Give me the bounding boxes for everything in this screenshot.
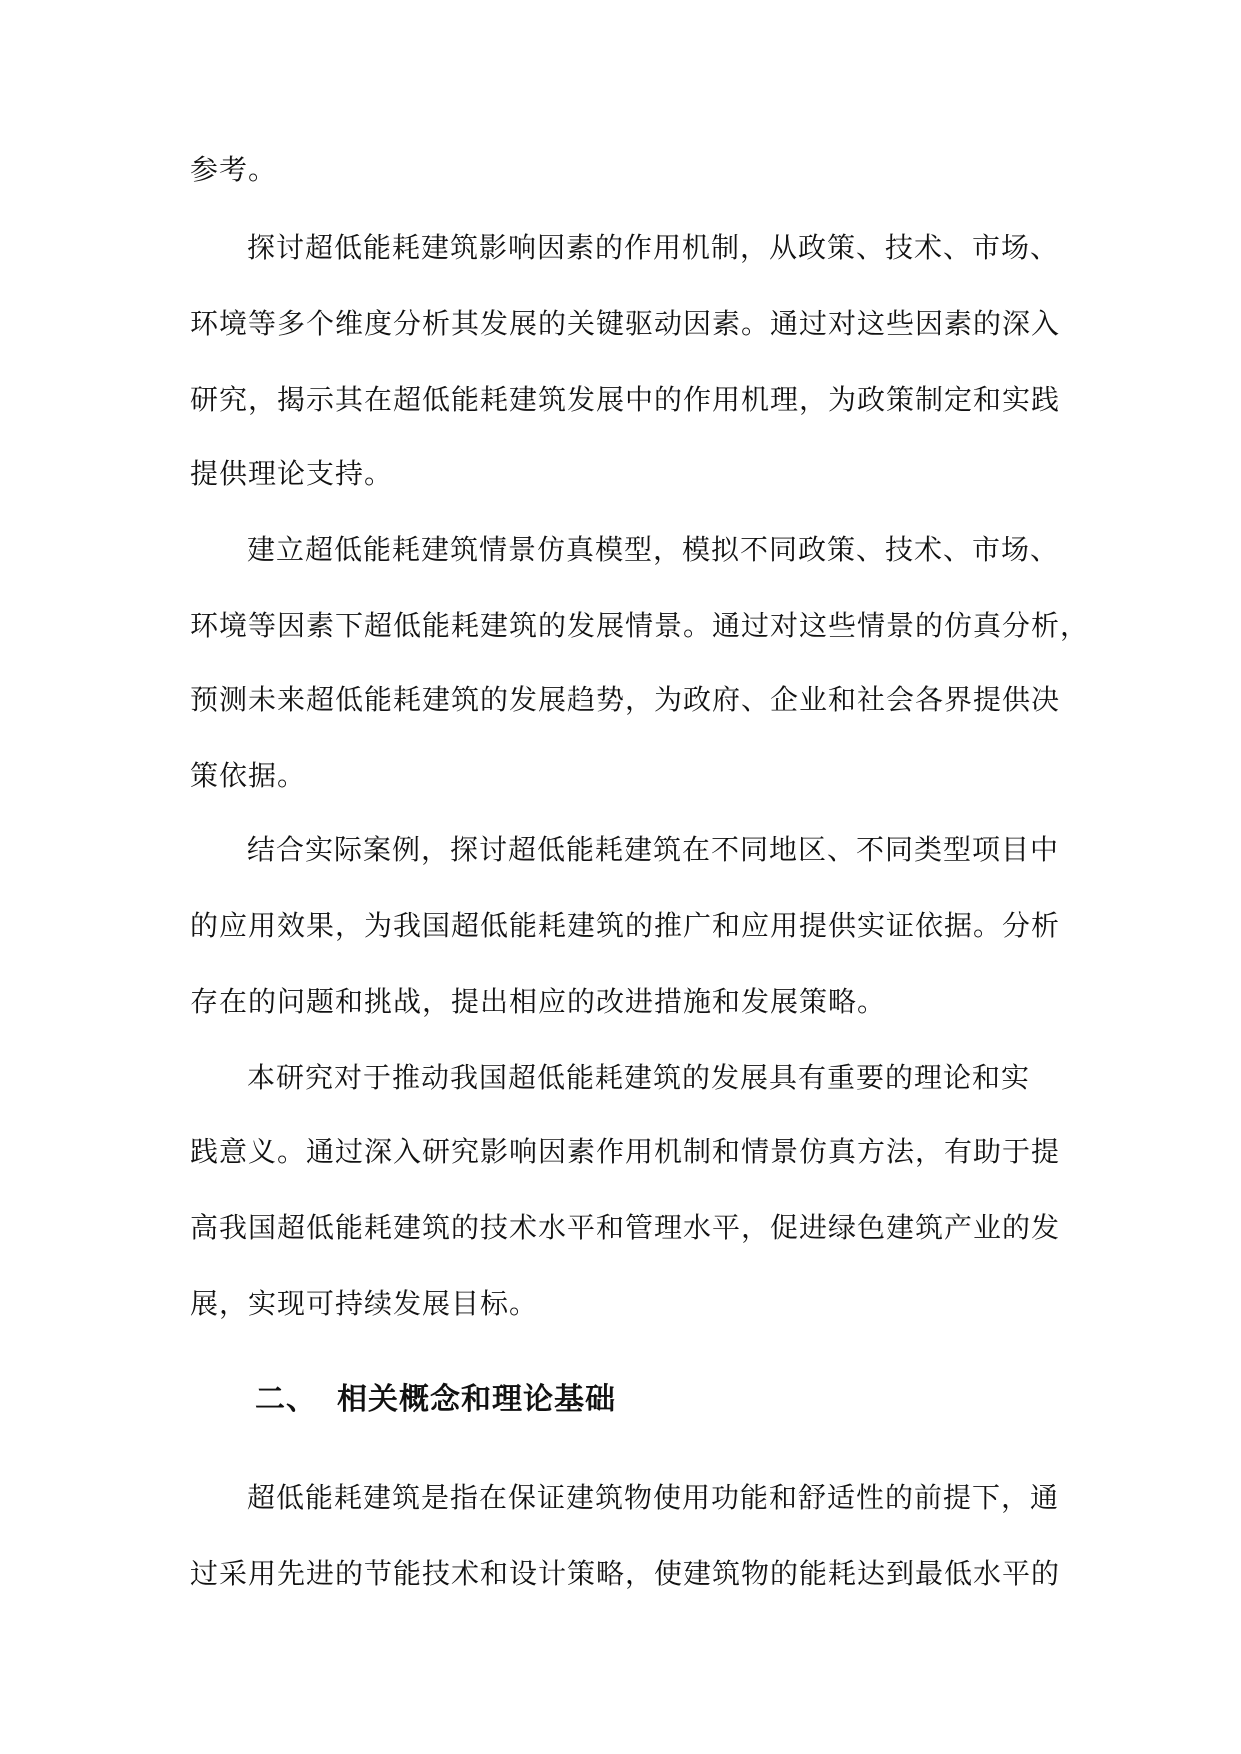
paragraph-line: 提供理论支持。 (190, 457, 394, 490)
paragraph-line: 环境等因素下超低能耗建筑的发展情景。通过对这些情景的仿真分析， (190, 609, 1090, 642)
paragraph-line: 策依据。 (190, 759, 307, 792)
paragraph-line: 存在的问题和挑战，提出相应的改进措施和发展策略。 (190, 985, 887, 1018)
paragraph-line: 结合实际案例，探讨超低能耗建筑在不同地区、不同类型项目中 (247, 833, 1060, 866)
paragraph-line: 高我国超低能耗建筑的技术水平和管理水平，促进绿色建筑产业的发 (190, 1211, 1061, 1244)
paragraph-line: 超低能耗建筑是指在保证建筑物使用功能和舒适性的前提下，通 (247, 1481, 1060, 1514)
paragraph-line: 建立超低能耗建筑情景仿真模型，模拟不同政策、技术、市场、 (247, 533, 1060, 566)
paragraph-line: 过采用先进的节能技术和设计策略，使建筑物的能耗达到最低水平的 (190, 1557, 1061, 1590)
paragraph-line: 参考。 (190, 153, 278, 186)
section-heading (255, 1380, 616, 1420)
paragraph-line: 本研究对于推动我国超低能耗建筑的发展具有重要的理论和实 (247, 1061, 1031, 1094)
paragraph-line: 环境等多个维度分析其发展的关键驱动因素。通过对这些因素的深入 (190, 307, 1061, 340)
section-title: 相关概念和理论基础 (337, 1382, 616, 1417)
paragraph-line: 预测未来超低能耗建筑的发展趋势，为政府、企业和社会各界提供决 (190, 683, 1061, 716)
paragraph-line: 展，实现可持续发展目标。 (190, 1287, 539, 1320)
paragraph-line: 探讨超低能耗建筑影响因素的作用机制，从政策、技术、市场、 (247, 231, 1060, 264)
section-number: 二、 (255, 1382, 317, 1417)
paragraph-line: 的应用效果，为我国超低能耗建筑的推广和应用提供实证依据。分析 (190, 909, 1061, 942)
paragraph-line: 践意义。通过深入研究影响因素作用机制和情景仿真方法，有助于提 (190, 1135, 1061, 1168)
paragraph-line: 研究，揭示其在超低能耗建筑发展中的作用机理，为政策制定和实践 (190, 383, 1061, 416)
